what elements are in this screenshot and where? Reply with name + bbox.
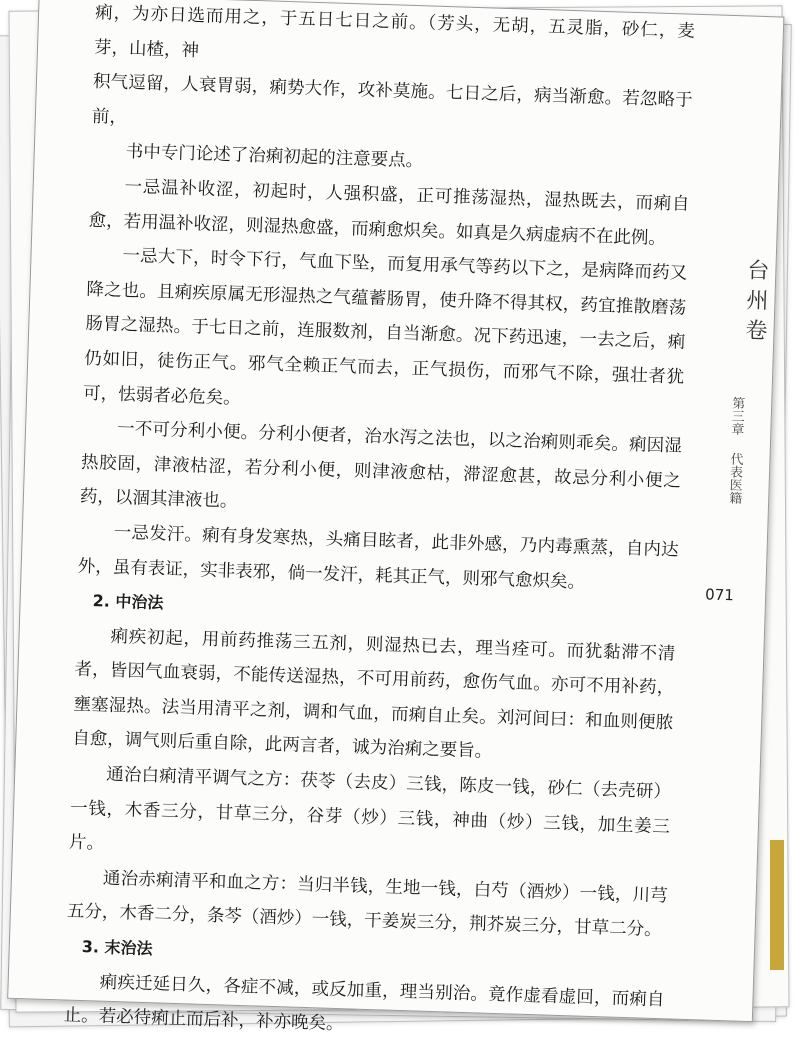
- page-body: [63, 0, 695, 1052]
- paragraph: 书中专门论述了治痢初起的注意要点。: [125, 142, 424, 172]
- paragraph: 痢，为亦日选而用之，于五日七日之前。（芳头，无胡，五灵脂，砂仁，麦芽，山楂，神: [93, 2, 696, 61]
- chapter-label: 第三章: [728, 396, 745, 436]
- section-heading: 2. 中治法: [92, 591, 164, 613]
- paragraph: 通治赤痢清平和血之方：当归半钱，生地一钱，白芍（酒炒）一钱，川芎五分，木香二分，条芩（酒炒）一钱，干姜炭三分，荆芥炭三分，甘草二分。: [66, 868, 669, 941]
- paragraph: 痢疾迁延日久，各症不减，或反加重，理当别治。竟作虚看虚回，而痢自止。若必待痢止而后补，补亦晚矣。: [63, 972, 665, 1035]
- section-label: 代表医籍: [726, 452, 743, 505]
- paragraph: 一忌温补收涩，初起时，人强积盛，正可推荡湿热，湿热既去，而痢自愈，若用温补收涩，则湿热愈盛，而痢愈炽矣。如真是久病虚病不在此例。: [88, 176, 690, 249]
- running-title-char: 台: [746, 258, 770, 285]
- paragraph: 痢疾初起，用前药推荡三五剂，则湿热已去，理当痊可。而犹黏滞不清者，皆因气血衰弱，不能传送湿热，不可用前药，愈伤气血。亦可不用补药，壅塞湿热。法当用清平之剂，调和气血，而痢自止矣。刘河间曰：和血则便脓自愈，调气则后重自除，此两言者，诚为治痢之要旨。: [72, 626, 676, 763]
- paragraph: 一忌大下，时令下行，气血下坠，而复用承气等药以下之，是病降而药又降之也。且痢疾原属无形湿热之气蕴蓄肠胃，使升降不得其权，药宜推散磨荡肠胃之湿热。于七日之前，连服数剂，自当渐愈。况下药迅速，一去之后，痢仍如旧，徒伤正气。邪气全赖正气而去，正气损伤，而邪气不除，强壮者犹可，怯弱者必危矣。: [82, 246, 688, 409]
- paragraph: 通治白痢清平调气之方：茯苓（去皮）三钱，陈皮一钱，砂仁（去壳研）一钱，木香三分，甘草三分，谷芽（炒）三钱，神曲（炒）三钱，加生姜三片。: [68, 764, 672, 854]
- running-title-char: 卷: [745, 318, 768, 345]
- cover-edge: [770, 840, 784, 970]
- page-number: 071: [704, 585, 735, 605]
- paragraph: 一不可分利小便。分利小便者，治水泻之法也，以之治痢则乖矣。痢因湿热胶固，津液枯涩，若分利小便，则津液愈枯，滞涩愈甚，故忌分利小便之药，以涸其津液也。: [79, 418, 683, 512]
- paragraph: 积气逗留，人衰胃弱，痢势大作，攻补莫施。七日之后，病当渐愈。若忽略于前，: [91, 72, 694, 128]
- book-page: [7, 0, 784, 1035]
- section-heading: 3. 末治法: [81, 937, 153, 959]
- running-title: [745, 257, 778, 348]
- running-title-char: 州: [746, 288, 769, 315]
- paragraph: 一忌发汗。痢有身发寒热，头痛目眩者，此非外感，乃内毒熏蒸，自内达外，虽有表证，实非表邪，倘一发汗，耗其正气，则邪气愈炽矣。: [77, 522, 679, 593]
